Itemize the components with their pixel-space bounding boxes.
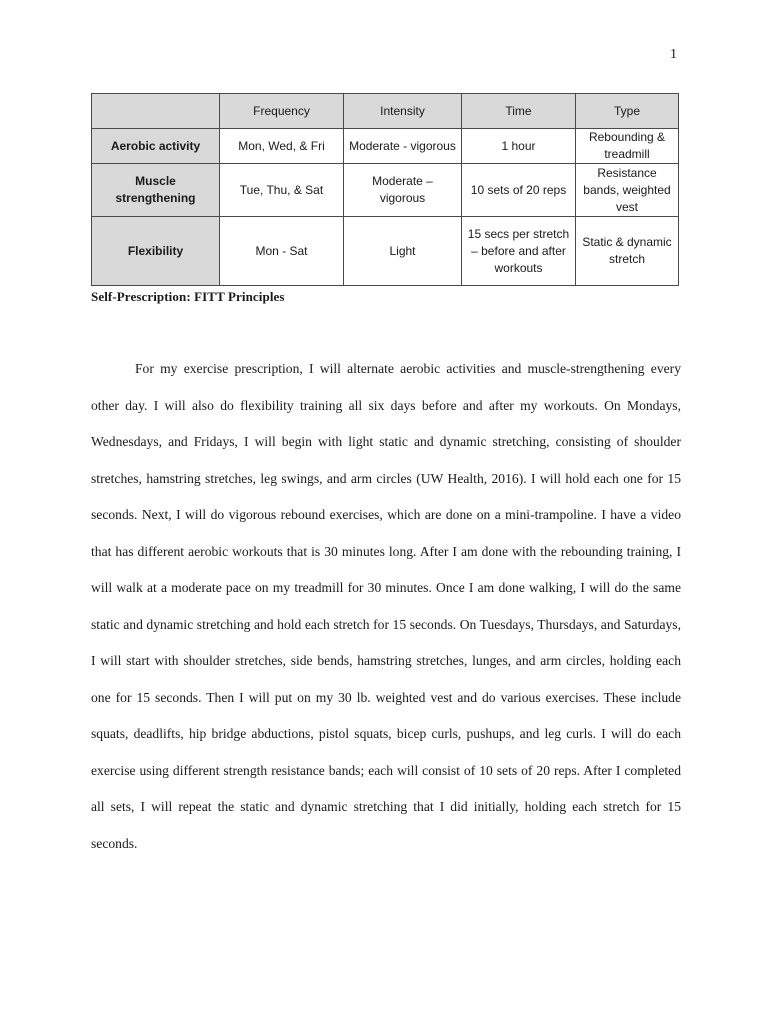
cell-time: 1 hour bbox=[462, 129, 576, 164]
cell-intensity: Light bbox=[344, 217, 462, 286]
cell-type: Resistance bands, weighted vest bbox=[576, 164, 679, 217]
cell-intensity: Moderate - vigorous bbox=[344, 129, 462, 164]
header-cell-type: Type bbox=[576, 94, 679, 129]
table-caption: Self-Prescription: FITT Principles bbox=[91, 289, 285, 304]
cell-type: Static & dynamic stretch bbox=[576, 217, 679, 286]
header-cell-intensity: Intensity bbox=[344, 94, 462, 129]
cell-type: Rebounding & treadmill bbox=[576, 129, 679, 164]
header-cell-frequency: Frequency bbox=[220, 94, 344, 129]
cell-time: 15 secs per stretch – before and after workouts bbox=[462, 217, 576, 286]
cell-frequency: Mon, Wed, & Fri bbox=[220, 129, 344, 164]
table-row bbox=[92, 129, 679, 164]
table-row bbox=[92, 164, 679, 217]
table-header-row bbox=[92, 94, 679, 129]
row-label-flexibility: Flexibility bbox=[92, 217, 220, 286]
cell-frequency: Tue, Thu, & Sat bbox=[220, 164, 344, 217]
cell-time: 10 sets of 20 reps bbox=[462, 164, 576, 217]
row-label-muscle: Muscle strengthening bbox=[92, 164, 220, 217]
header-cell-empty bbox=[92, 94, 220, 129]
cell-frequency: Mon - Sat bbox=[220, 217, 344, 286]
header-cell-time: Time bbox=[462, 94, 576, 129]
body-paragraph: For my exercise prescription, I will alternate aerobic activities and muscle-strengthening every other day. I will also do flexibility training all six days before and after my workouts. On Mondays, Wednesdays, and Fridays, I will begin with light static and dynamic stretching, consisting of shoulder stretches, hamstring stretches, leg swings, and arm circles (UW Health, 2016). I will hold each one for 15 seconds. Next, I will do vigorous rebound exercises, which are done on a mini-trampoline. I have a video that has different aerobic workouts that is 30 minutes long. After I am done with the rebounding training, I will walk at a moderate pace on my treadmill for 30 minutes. Once I am done walking, I will do the same static and dynamic stretching and hold each stretch for 15 seconds. On Tuesdays, Thursdays, and Saturdays, I will start with shoulder stretches, side bends, hamstring stretches, lunges, and arm circles, holding each one for 15 seconds. Then I will put on my 30 lb. weighted vest and do various exercises. These include squats, deadlifts, hip bridge abductions, pistol squats, bicep curls, pushups, and leg curls. I will do each exercise using different strength resistance bands; each will consist of 10 sets of 20 reps. After I completed all sets, I will repeat the static and dynamic stretching that I did initially, holding each stretch for 15 seconds. bbox=[91, 361, 681, 851]
table-row bbox=[92, 217, 679, 286]
fitt-table bbox=[91, 93, 679, 286]
page-number: 1 bbox=[670, 47, 677, 62]
cell-intensity: Moderate – vigorous bbox=[344, 164, 462, 217]
row-label-aerobic: Aerobic activity bbox=[92, 129, 220, 164]
